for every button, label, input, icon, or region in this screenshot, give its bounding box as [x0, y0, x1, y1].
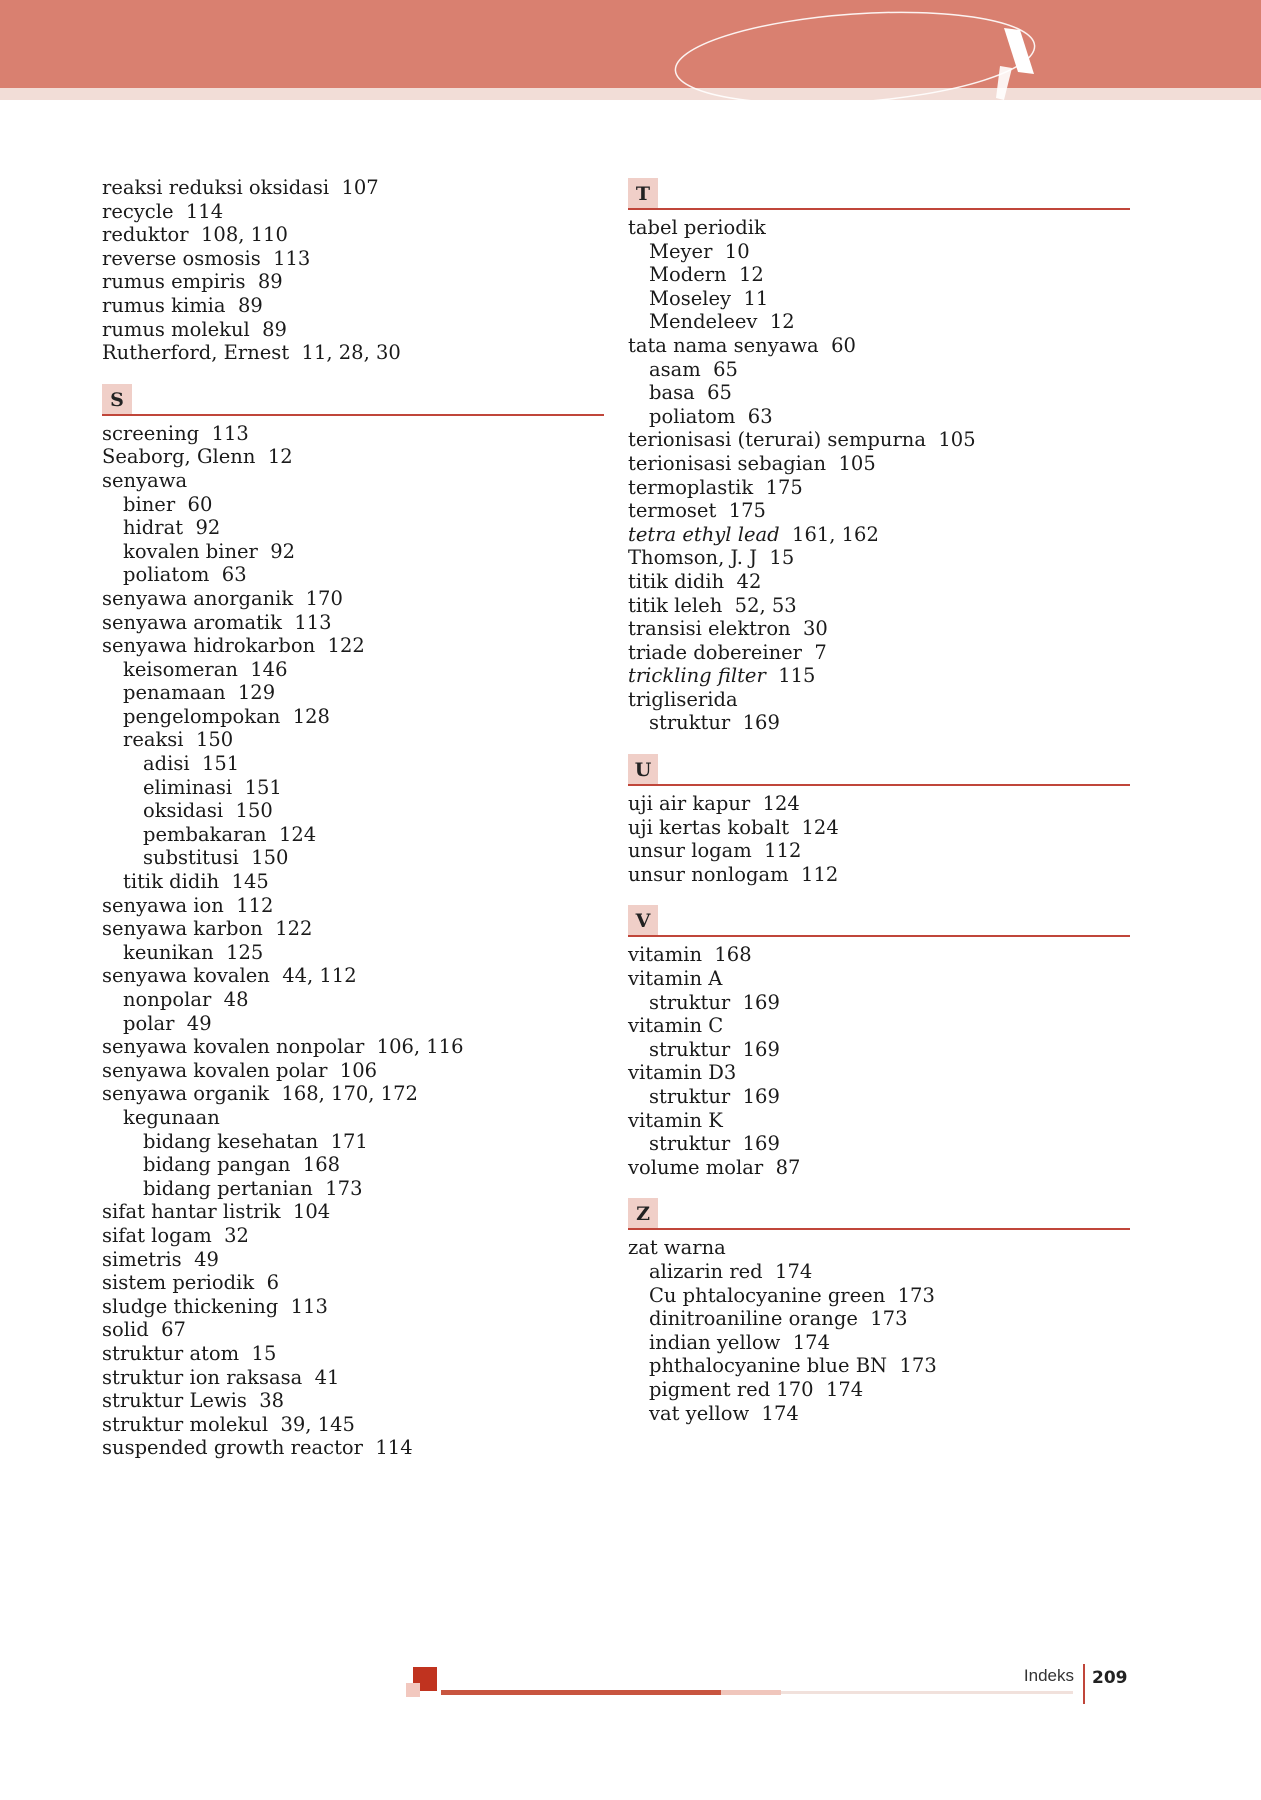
index-entry: senyawa — [102, 468, 188, 492]
index-entry: rumus kimia 89 — [102, 293, 263, 317]
section-letter: U — [628, 754, 658, 784]
index-entry: senyawa ion 112 — [102, 893, 274, 917]
index-entry: vitamin A — [628, 967, 723, 991]
index-entry: senyawa kovalen 44, 112 — [102, 964, 357, 988]
index-entry: oksidasi 150 — [143, 799, 273, 823]
index-entry: titik didih 145 — [123, 870, 269, 894]
index-entry: bidang pertanian 173 — [143, 1176, 363, 1200]
index-entry: senyawa organik 168, 170, 172 — [102, 1082, 418, 1106]
index-entry: sistem periodik 6 — [102, 1271, 279, 1295]
index-entry: pembakaran 124 — [143, 822, 317, 846]
section-rule — [628, 935, 1130, 937]
index-column-right — [628, 176, 1130, 1425]
index-entry: dinitroaniline orange 173 — [649, 1307, 908, 1331]
index-entry: solid 67 — [102, 1318, 186, 1342]
index-entry: Moseley 11 — [649, 286, 769, 310]
index-entry: reduktor 108, 110 — [102, 223, 288, 247]
index-entry: substitusi 150 — [143, 846, 289, 870]
section-letter: V — [628, 905, 658, 935]
index-entry: recycle 114 — [102, 199, 224, 223]
section-header-z — [628, 1196, 1130, 1230]
index-entry: basa 65 — [649, 381, 732, 405]
section-letter: S — [102, 384, 132, 414]
index-entry: screening 113 — [102, 421, 249, 445]
page-footer — [0, 1660, 1261, 1720]
index-entry: struktur 169 — [649, 1085, 780, 1108]
index-entry: triade dobereiner 7 — [628, 640, 827, 664]
footer-small-square-decoration — [406, 1683, 420, 1697]
section-rule — [628, 1228, 1130, 1230]
index-term-italic: tetra ethyl lead — [628, 522, 780, 546]
index-pages: 115 — [765, 664, 816, 688]
index-entry: Seaborg, Glenn 12 — [102, 445, 293, 469]
index-entry: senyawa anorganik 170 — [102, 586, 343, 610]
index-entry: struktur 169 — [649, 711, 780, 735]
index-entry: bidang kesehatan 171 — [143, 1129, 368, 1153]
index-entry: poliatom 63 — [123, 563, 247, 587]
footer-bar-faint — [781, 1691, 1073, 1694]
index-entry: eliminasi 151 — [143, 775, 282, 799]
index-entry: hidrat 92 — [123, 516, 221, 540]
index-entry: vitamin K — [628, 1108, 723, 1132]
index-entry: senyawa aromatik 113 — [102, 610, 332, 634]
index-entry: titik didih 42 — [628, 569, 762, 593]
index-entry: Rutherford, Ernest 11, 28, 30 — [102, 341, 401, 365]
index-entry: sifat logam 32 — [102, 1223, 249, 1247]
index-entry: vitamin C — [628, 1014, 724, 1038]
section-rule — [102, 414, 604, 416]
index-entry: Modern 12 — [649, 263, 764, 287]
index-entry: senyawa kovalen nonpolar 106, 116 — [102, 1035, 464, 1059]
index-term-italic: trickling filter — [628, 664, 766, 688]
index-entry: vat yellow 174 — [649, 1401, 799, 1425]
index-entry: tabel periodik — [628, 216, 766, 239]
footer-bar-light — [721, 1690, 781, 1695]
index-entry: bidang pangan 168 — [143, 1153, 341, 1177]
index-entry: kovalen biner 92 — [123, 539, 296, 563]
index-entry: biner 60 — [123, 492, 213, 516]
index-entry: terionisasi sebagian 105 — [628, 451, 876, 475]
index-entry: phthalocyanine blue BN 173 — [649, 1354, 937, 1378]
index-entry: unsur logam 112 — [628, 839, 802, 863]
index-entry: terionisasi (terurai) sempurna 105 — [628, 428, 976, 452]
index-entry: tata nama senyawa 60 — [628, 333, 856, 357]
index-entry: Mendeleev 12 — [649, 310, 795, 334]
index-entry: struktur 169 — [649, 990, 780, 1014]
index-entry: senyawa hidrokarbon 122 — [102, 634, 365, 658]
index-entry: adisi 151 — [143, 752, 240, 776]
section-rule — [628, 784, 1130, 786]
index-entry: struktur atom 15 — [102, 1341, 277, 1365]
index-entry: reverse osmosis 113 — [102, 246, 311, 270]
index-entry: Cu phtalocyanine green 173 — [649, 1283, 935, 1307]
index-entry: struktur 169 — [649, 1037, 780, 1061]
index-entry: reaksi reduksi oksidasi 107 — [102, 176, 379, 199]
index-entry: Thomson, J. J 15 — [628, 546, 795, 570]
index-entry — [628, 523, 1130, 547]
header-swoosh-decoration — [0, 0, 1261, 110]
index-entry: vitamin D3 — [628, 1061, 737, 1085]
section-letter: Z — [628, 1198, 658, 1228]
index-entry: pengelompokan 128 — [123, 704, 330, 728]
index-column-left — [102, 176, 604, 1460]
index-entry: poliatom 63 — [649, 404, 773, 428]
section-header-u — [628, 752, 1130, 786]
section-header-t — [628, 176, 1130, 210]
index-entry: reaksi 150 — [123, 728, 234, 752]
index-entry: rumus molekul 89 — [102, 317, 287, 341]
section-header-s — [102, 382, 604, 416]
index-entry: uji kertas kobalt 124 — [628, 815, 839, 839]
index-entry: nonpolar 48 — [123, 988, 249, 1011]
index-entry: polar 49 — [123, 1011, 212, 1035]
index-entry: transisi elektron 30 — [628, 617, 828, 641]
index-entry: struktur 169 — [649, 1132, 780, 1156]
index-entry: sifat hantar listrik 104 — [102, 1200, 331, 1224]
index-entry: senyawa kovalen polar 106 — [102, 1058, 378, 1082]
index-entry: penamaan 129 — [123, 681, 276, 705]
index-entry: struktur Lewis 38 — [102, 1389, 285, 1413]
index-entry: Meyer 10 — [649, 239, 750, 263]
index-entry: struktur ion raksasa 41 — [102, 1365, 340, 1389]
index-entry: unsur nonlogam 112 — [628, 862, 839, 886]
section-letter: T — [628, 178, 658, 208]
index-entry: uji air kapur 124 — [628, 792, 800, 816]
index-entry: vitamin 168 — [628, 943, 752, 967]
index-entry: suspended growth reactor 114 — [102, 1436, 413, 1460]
index-entry: alizarin red 174 — [649, 1259, 813, 1283]
index-entry: trigliserida — [628, 687, 738, 711]
index-entry: kegunaan — [123, 1105, 220, 1129]
footer-divider — [1083, 1664, 1085, 1704]
index-entry: termoplastik 175 — [628, 475, 803, 499]
footer-section-label: Indeks — [1023, 1666, 1074, 1685]
index-entry: termoset 175 — [628, 499, 766, 523]
index-entry: simetris 49 — [102, 1247, 219, 1271]
page-number: 209 — [1092, 1668, 1128, 1688]
footer-bar — [441, 1690, 721, 1695]
index-entry — [628, 664, 1130, 688]
index-entry: struktur molekul 39, 145 — [102, 1412, 355, 1436]
index-entry: zat warna — [628, 1236, 726, 1260]
index-entry: asam 65 — [649, 357, 738, 381]
index-entry: keisomeran 146 — [123, 657, 288, 681]
index-entry: senyawa karbon 122 — [102, 917, 313, 941]
index-entry: indian yellow 174 — [649, 1330, 830, 1354]
section-rule — [628, 208, 1130, 210]
index-entry: pigment red 170 174 — [649, 1377, 864, 1401]
index-entry: sludge thickening 113 — [102, 1294, 328, 1318]
index-entry: titik leleh 52, 53 — [628, 593, 797, 617]
index-entry: volume molar 87 — [628, 1155, 801, 1179]
index-entry: keunikan 125 — [123, 940, 264, 964]
section-header-v — [628, 903, 1130, 937]
index-entry: rumus empiris 89 — [102, 270, 283, 294]
index-pages: 161, 162 — [779, 522, 879, 546]
